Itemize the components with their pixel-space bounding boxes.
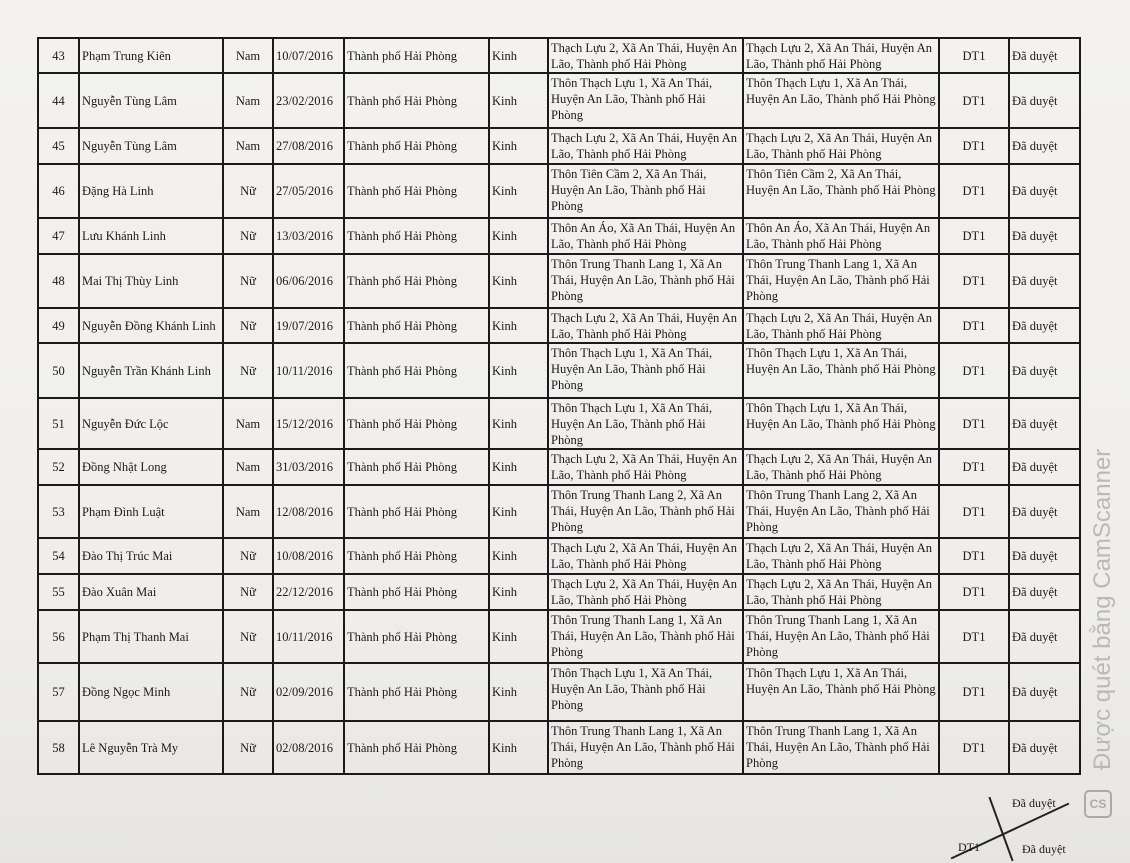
birthplace-cell: Thành phố Hải Phòng — [344, 254, 489, 308]
table-row — [38, 538, 1080, 574]
date-of-birth-cell: 02/09/2016 — [273, 663, 344, 721]
residence-cell: Thôn Tiên Cầm 2, Xã An Thái, Huyện An Lão, Thành phố Hải Phòng — [743, 164, 939, 218]
gender-cell: Nữ — [223, 663, 273, 721]
approval-status-cell: Đã duyệt — [1009, 610, 1080, 663]
student-name-cell: Phạm Thị Thanh Mai — [79, 610, 223, 663]
residence-cell: Thôn Trung Thanh Lang 2, Xã An Thái, Huyện An Lão, Thành phố Hải Phòng — [743, 485, 939, 538]
ethnicity-cell: Kinh — [489, 308, 548, 343]
row-number-cell: 56 — [38, 610, 79, 663]
table-row — [38, 164, 1080, 218]
birthplace-cell: Thành phố Hải Phòng — [344, 218, 489, 254]
category-code-cell: DT1 — [939, 449, 1009, 485]
category-code-cell: DT1 — [939, 485, 1009, 538]
student-name-cell: Đồng Ngọc Minh — [79, 663, 223, 721]
row-number-cell: 54 — [38, 538, 79, 574]
residence-cell: Thôn Trung Thanh Lang 1, Xã An Thái, Huyện An Lão, Thành phố Hải Phòng — [743, 254, 939, 308]
address-cell: Thạch Lựu 2, Xã An Thái, Huyện An Lão, Thành phố Hải Phòng — [548, 449, 743, 485]
category-code-cell: DT1 — [939, 38, 1009, 73]
approval-status-cell: Đã duyệt — [1009, 308, 1080, 343]
student-name-cell: Nguyễn Đồng Khánh Linh — [79, 308, 223, 343]
ethnicity-cell: Kinh — [489, 73, 548, 128]
category-code-cell: DT1 — [939, 218, 1009, 254]
student-name-cell: Đặng Hà Linh — [79, 164, 223, 218]
date-of-birth-cell: 15/12/2016 — [273, 398, 344, 449]
gender-cell: Nữ — [223, 610, 273, 663]
gender-cell: Nữ — [223, 574, 273, 610]
table-row — [38, 73, 1080, 128]
table-row — [38, 398, 1080, 449]
row-number-cell: 44 — [38, 73, 79, 128]
birthplace-cell: Thành phố Hải Phòng — [344, 343, 489, 398]
approval-status-cell: Đã duyệt — [1009, 73, 1080, 128]
residence-cell: Thôn An Áo, Xã An Thái, Huyện An Lão, Thành phố Hải Phòng — [743, 218, 939, 254]
gender-cell: Nữ — [223, 721, 273, 774]
birthplace-cell: Thành phố Hải Phòng — [344, 38, 489, 73]
table-row — [38, 254, 1080, 308]
ethnicity-cell: Kinh — [489, 343, 548, 398]
residence-cell: Thạch Lựu 2, Xã An Thái, Huyện An Lão, Thành phố Hải Phòng — [743, 538, 939, 574]
category-code-cell: DT1 — [939, 538, 1009, 574]
student-name-cell: Phạm Đình Luật — [79, 485, 223, 538]
category-code-cell: DT1 — [939, 254, 1009, 308]
ethnicity-cell: Kinh — [489, 218, 548, 254]
gender-cell: Nữ — [223, 343, 273, 398]
row-number-cell: 53 — [38, 485, 79, 538]
student-name-cell: Nguyễn Đức Lộc — [79, 398, 223, 449]
approval-status-cell: Đã duyệt — [1009, 164, 1080, 218]
date-of-birth-cell: 10/08/2016 — [273, 538, 344, 574]
row-number-cell: 50 — [38, 343, 79, 398]
residence-cell: Thạch Lựu 2, Xã An Thái, Huyện An Lão, Thành phố Hải Phòng — [743, 38, 939, 73]
gender-cell: Nam — [223, 449, 273, 485]
date-of-birth-cell: 02/08/2016 — [273, 721, 344, 774]
ethnicity-cell: Kinh — [489, 663, 548, 721]
student-name-cell: Lê Nguyễn Trà My — [79, 721, 223, 774]
birthplace-cell: Thành phố Hải Phòng — [344, 721, 489, 774]
table-row — [38, 38, 1080, 73]
ethnicity-cell: Kinh — [489, 449, 548, 485]
address-cell: Thôn Thạch Lựu 1, Xã An Thái, Huyện An Lão, Thành phố Hải Phòng — [548, 663, 743, 721]
address-cell: Thạch Lựu 2, Xã An Thái, Huyện An Lão, Thành phố Hải Phòng — [548, 574, 743, 610]
residence-cell: Thạch Lựu 2, Xã An Thái, Huyện An Lão, Thành phố Hải Phòng — [743, 308, 939, 343]
fragment-code: DT1 — [958, 840, 980, 854]
address-cell: Thạch Lựu 2, Xã An Thái, Huyện An Lão, Thành phố Hải Phòng — [548, 538, 743, 574]
category-code-cell: DT1 — [939, 398, 1009, 449]
category-code-cell: DT1 — [939, 343, 1009, 398]
birthplace-cell: Thành phố Hải Phòng — [344, 610, 489, 663]
category-code-cell: DT1 — [939, 610, 1009, 663]
gender-cell: Nữ — [223, 164, 273, 218]
residence-cell: Thôn Thạch Lựu 1, Xã An Thái, Huyện An Lão, Thành phố Hải Phòng — [743, 73, 939, 128]
address-cell: Thôn Trung Thanh Lang 1, Xã An Thái, Huyện An Lão, Thành phố Hải Phòng — [548, 721, 743, 774]
birthplace-cell: Thành phố Hải Phòng — [344, 128, 489, 164]
address-cell: Thôn Trung Thanh Lang 1, Xã An Thái, Huyện An Lão, Thành phố Hải Phòng — [548, 254, 743, 308]
residence-cell: Thạch Lựu 2, Xã An Thái, Huyện An Lão, Thành phố Hải Phòng — [743, 128, 939, 164]
date-of-birth-cell: 22/12/2016 — [273, 574, 344, 610]
date-of-birth-cell: 10/11/2016 — [273, 610, 344, 663]
residence-cell: Thôn Thạch Lựu 1, Xã An Thái, Huyện An Lão, Thành phố Hải Phòng — [743, 398, 939, 449]
address-cell: Thạch Lựu 2, Xã An Thái, Huyện An Lão, Thành phố Hải Phòng — [548, 308, 743, 343]
birthplace-cell: Thành phố Hải Phòng — [344, 663, 489, 721]
table-row — [38, 128, 1080, 164]
student-name-cell: Đào Xuân Mai — [79, 574, 223, 610]
table-row — [38, 485, 1080, 538]
student-name-cell: Nguyễn Tùng Lâm — [79, 73, 223, 128]
row-number-cell: 48 — [38, 254, 79, 308]
address-cell: Thôn Trung Thanh Lang 1, Xã An Thái, Huyện An Lão, Thành phố Hải Phòng — [548, 610, 743, 663]
fragment-status: Đã duyệt — [1012, 796, 1056, 810]
ethnicity-cell: Kinh — [489, 38, 548, 73]
date-of-birth-cell: 27/05/2016 — [273, 164, 344, 218]
address-cell: Thạch Lựu 2, Xã An Thái, Huyện An Lão, Thành phố Hải Phòng — [548, 128, 743, 164]
approval-status-cell: Đã duyệt — [1009, 485, 1080, 538]
category-code-cell: DT1 — [939, 663, 1009, 721]
approval-status-cell: Đã duyệt — [1009, 721, 1080, 774]
gender-cell: Nữ — [223, 254, 273, 308]
camscanner-watermark: Được quét bằng CamScanner — [1089, 448, 1116, 770]
row-number-cell: 52 — [38, 449, 79, 485]
gender-cell: Nam — [223, 38, 273, 73]
student-name-cell: Mai Thị Thùy Linh — [79, 254, 223, 308]
ethnicity-cell: Kinh — [489, 610, 548, 663]
date-of-birth-cell: 19/07/2016 — [273, 308, 344, 343]
category-code-cell: DT1 — [939, 128, 1009, 164]
birthplace-cell: Thành phố Hải Phòng — [344, 164, 489, 218]
student-name-cell: Đồng Nhật Long — [79, 449, 223, 485]
category-code-cell: DT1 — [939, 721, 1009, 774]
date-of-birth-cell: 31/03/2016 — [273, 449, 344, 485]
table-row — [38, 610, 1080, 663]
table-row — [38, 343, 1080, 398]
ethnicity-cell: Kinh — [489, 398, 548, 449]
gender-cell: Nam — [223, 128, 273, 164]
ethnicity-cell: Kinh — [489, 574, 548, 610]
row-number-cell: 49 — [38, 308, 79, 343]
fragment-status: Đã duyệt — [1022, 842, 1066, 856]
address-cell: Thôn Tiên Cầm 2, Xã An Thái, Huyện An Lão, Thành phố Hải Phòng — [548, 164, 743, 218]
residence-cell: Thôn Trung Thanh Lang 1, Xã An Thái, Huyện An Lão, Thành phố Hải Phòng — [743, 610, 939, 663]
student-name-cell: Lưu Khánh Linh — [79, 218, 223, 254]
approval-status-cell: Đã duyệt — [1009, 574, 1080, 610]
birthplace-cell: Thành phố Hải Phòng — [344, 398, 489, 449]
approval-status-cell: Đã duyệt — [1009, 398, 1080, 449]
row-number-cell: 47 — [38, 218, 79, 254]
camscanner-logo-icon: CS — [1084, 790, 1112, 818]
approval-status-cell: Đã duyệt — [1009, 538, 1080, 574]
approval-status-cell: Đã duyệt — [1009, 128, 1080, 164]
gender-cell: Nam — [223, 73, 273, 128]
table-row — [38, 663, 1080, 721]
approval-status-cell: Đã duyệt — [1009, 343, 1080, 398]
gender-cell: Nữ — [223, 538, 273, 574]
date-of-birth-cell: 27/08/2016 — [273, 128, 344, 164]
address-cell: Thôn Trung Thanh Lang 2, Xã An Thái, Huyện An Lão, Thành phố Hải Phòng — [548, 485, 743, 538]
gender-cell: Nữ — [223, 218, 273, 254]
address-cell: Thôn An Áo, Xã An Thái, Huyện An Lão, Thành phố Hải Phòng — [548, 218, 743, 254]
row-number-cell: 57 — [38, 663, 79, 721]
residence-cell: Thạch Lựu 2, Xã An Thái, Huyện An Lão, Thành phố Hải Phòng — [743, 574, 939, 610]
address-cell: Thạch Lựu 2, Xã An Thái, Huyện An Lão, Thành phố Hải Phòng — [548, 38, 743, 73]
birthplace-cell: Thành phố Hải Phòng — [344, 308, 489, 343]
row-number-cell: 55 — [38, 574, 79, 610]
student-name-cell: Nguyễn Tùng Lâm — [79, 128, 223, 164]
date-of-birth-cell: 23/02/2016 — [273, 73, 344, 128]
date-of-birth-cell: 10/07/2016 — [273, 38, 344, 73]
row-number-cell: 46 — [38, 164, 79, 218]
birthplace-cell: Thành phố Hải Phòng — [344, 574, 489, 610]
birthplace-cell: Thành phố Hải Phòng — [344, 449, 489, 485]
ethnicity-cell: Kinh — [489, 128, 548, 164]
ethnicity-cell: Kinh — [489, 538, 548, 574]
date-of-birth-cell: 06/06/2016 — [273, 254, 344, 308]
table-row — [38, 721, 1080, 774]
approval-status-cell: Đã duyệt — [1009, 254, 1080, 308]
ethnicity-cell: Kinh — [489, 164, 548, 218]
student-name-cell: Phạm Trung Kiên — [79, 38, 223, 73]
student-name-cell: Nguyễn Trần Khánh Linh — [79, 343, 223, 398]
category-code-cell: DT1 — [939, 574, 1009, 610]
gender-cell: Nam — [223, 485, 273, 538]
student-list-table — [37, 37, 1081, 775]
birthplace-cell: Thành phố Hải Phòng — [344, 485, 489, 538]
table-row — [38, 449, 1080, 485]
date-of-birth-cell: 12/08/2016 — [273, 485, 344, 538]
category-code-cell: DT1 — [939, 308, 1009, 343]
ethnicity-cell: Kinh — [489, 254, 548, 308]
approval-status-cell: Đã duyệt — [1009, 663, 1080, 721]
category-code-cell: DT1 — [939, 73, 1009, 128]
table-row — [38, 574, 1080, 610]
residence-cell: Thôn Thạch Lựu 1, Xã An Thái, Huyện An Lão, Thành phố Hải Phòng — [743, 663, 939, 721]
date-of-birth-cell: 13/03/2016 — [273, 218, 344, 254]
row-number-cell: 45 — [38, 128, 79, 164]
category-code-cell: DT1 — [939, 164, 1009, 218]
gender-cell: Nữ — [223, 308, 273, 343]
row-number-cell: 43 — [38, 38, 79, 73]
address-cell: Thôn Thạch Lựu 1, Xã An Thái, Huyện An Lão, Thành phố Hải Phòng — [548, 343, 743, 398]
row-number-cell: 51 — [38, 398, 79, 449]
residence-cell: Thạch Lựu 2, Xã An Thái, Huyện An Lão, Thành phố Hải Phòng — [743, 449, 939, 485]
approval-status-cell: Đã duyệt — [1009, 38, 1080, 73]
birthplace-cell: Thành phố Hải Phòng — [344, 73, 489, 128]
birthplace-cell: Thành phố Hải Phòng — [344, 538, 489, 574]
residence-cell: Thôn Trung Thanh Lang 1, Xã An Thái, Huyện An Lão, Thành phố Hải Phòng — [743, 721, 939, 774]
address-cell: Thôn Thạch Lựu 1, Xã An Thái, Huyện An Lão, Thành phố Hải Phòng — [548, 73, 743, 128]
ethnicity-cell: Kinh — [489, 721, 548, 774]
approval-status-cell: Đã duyệt — [1009, 449, 1080, 485]
student-name-cell: Đào Thị Trúc Mai — [79, 538, 223, 574]
gender-cell: Nam — [223, 398, 273, 449]
approval-status-cell: Đã duyệt — [1009, 218, 1080, 254]
ethnicity-cell: Kinh — [489, 485, 548, 538]
row-number-cell: 58 — [38, 721, 79, 774]
table-row — [38, 218, 1080, 254]
address-cell: Thôn Thạch Lựu 1, Xã An Thái, Huyện An Lão, Thành phố Hải Phòng — [548, 398, 743, 449]
residence-cell: Thôn Thạch Lựu 1, Xã An Thái, Huyện An Lão, Thành phố Hải Phòng — [743, 343, 939, 398]
date-of-birth-cell: 10/11/2016 — [273, 343, 344, 398]
table-row — [38, 308, 1080, 343]
